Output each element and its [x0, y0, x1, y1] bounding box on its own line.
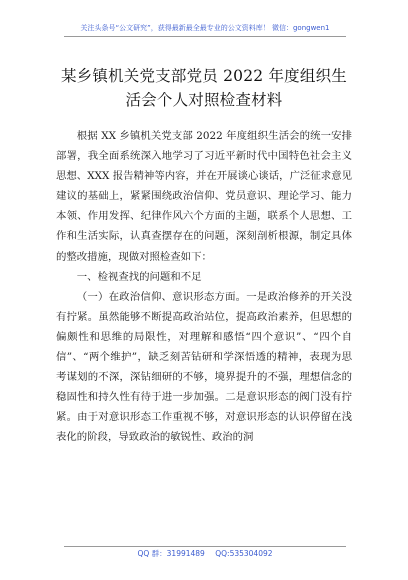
title-line-1: 某乡镇机关党支部党员 2022 年度组织生	[60, 67, 347, 85]
header-banner: 关注头条号“公文研究”，获得最新最全最专业的公文资料库！ 微信：gongwen1	[80, 24, 330, 32]
footer-divider	[64, 546, 346, 547]
subsection-paragraph: （一）在政治信仰、意识形态方面。一是政治修养的开关没有拧紧。虽然能够不断提高政治站位，提高政治素养，但思想的偏颇性和思维的局限性，对理解和感悟“四个意识”、“四个自信”、“两个维护”，缺乏刻苦钻研和学深悟透的精神，表现为思考谋划的不深，深钻细研的不够，境界提升的不强，理想信念的稳固性和持久性有待于进一步加强。二是意识形态的阀门没有拧紧。由于对意识形态工作重视不够，对意识形态的认识停留在浅表化的阶段，导致政治的敏锐性、政治的洞	[56, 290, 352, 444]
intro-paragraph: 根据 XX 乡镇机关党支部 2022 年度组织生活会的统一安排部署，我全面系统深入地学习了习近平新时代中国特色社会主义思想、XXX 报告精神等内容，并在开展谈心谈话，广泛征求意见建议的基础上，紧紧围绕政治信仰、党员意识、理论学习、能力本领、作用发挥、纪律作风六个方面的主题，联系个人思想、工作和生活实际，认真查摆存在的问题，深刻剖析根源，制定具体的整改措施，现做对照检查如下：	[56, 130, 352, 263]
footer-qq: QQ:535304092	[215, 549, 273, 558]
section-heading: 一、检视查找的问题和不足	[76, 270, 202, 283]
document-body	[56, 126, 352, 448]
footer-qq-group: QQ 群：31991489	[137, 549, 205, 558]
title-line-2: 活会个人对照检查材料	[125, 91, 283, 109]
document-title	[56, 64, 352, 112]
footer-contact	[64, 548, 346, 559]
header-divider	[64, 36, 346, 37]
